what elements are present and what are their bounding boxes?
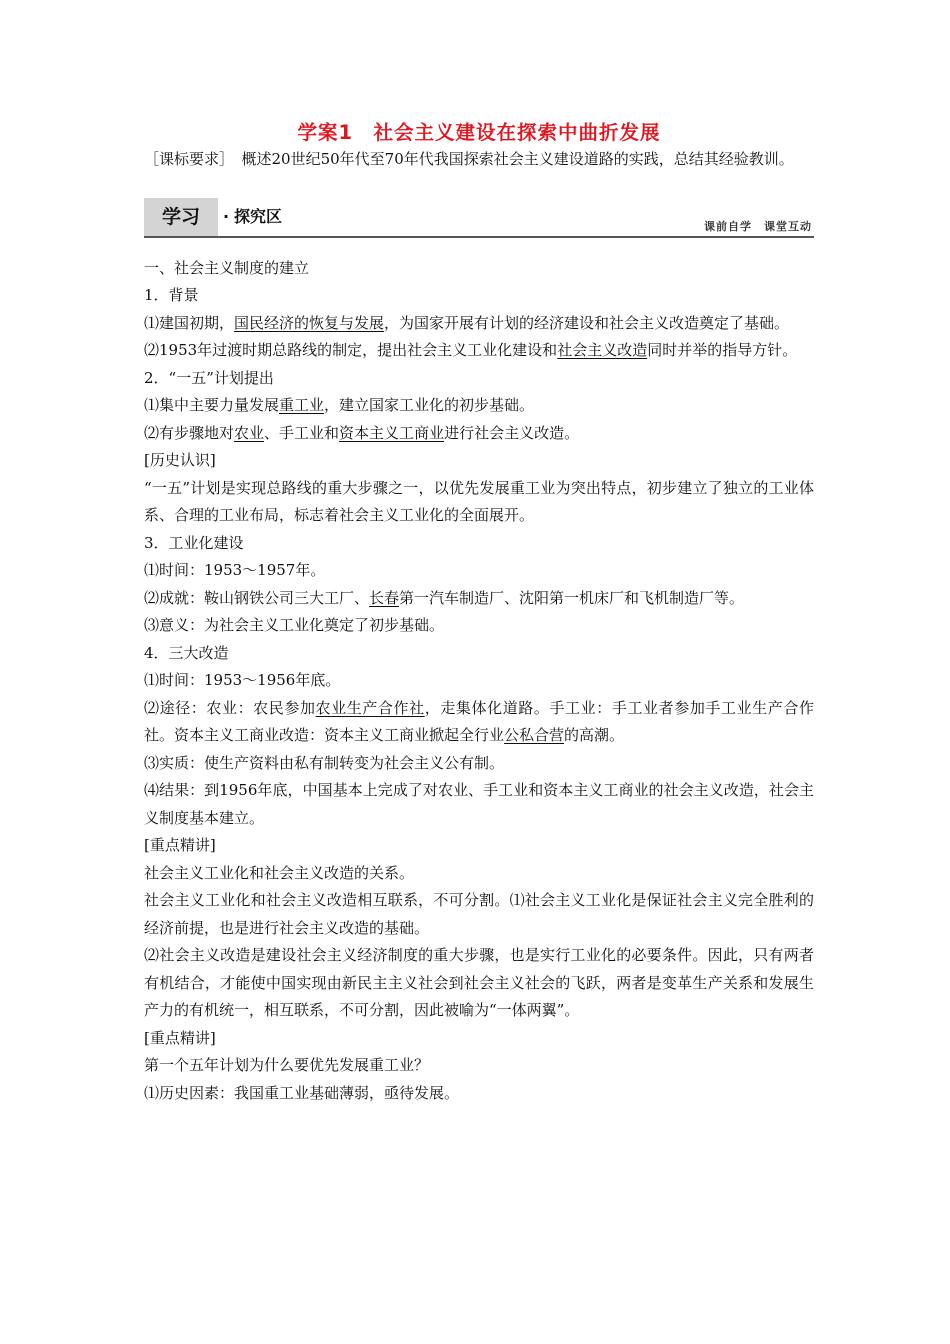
text-run: 、手工业和 xyxy=(264,423,340,442)
paragraph xyxy=(144,337,814,365)
banner-right-label: 课前自学 课堂互动 xyxy=(704,219,812,233)
underlined-term: 农业生产合作社 xyxy=(315,698,425,717)
paragraph xyxy=(144,585,814,613)
underlined-term: 资本主义工商业 xyxy=(339,423,445,442)
text-run: ⑴历史因素：我国重工业基础薄弱，亟待发展。 xyxy=(144,1083,460,1102)
paragraph xyxy=(144,530,814,558)
text-run: ⑴时间：1953～1957年。 xyxy=(144,561,326,579)
text-run: [重点精讲] xyxy=(144,1028,216,1047)
text-run: 3．工业化建设 xyxy=(144,533,244,552)
text-run: [历史认识] xyxy=(144,451,216,469)
underlined-term: 农业 xyxy=(234,423,265,442)
paragraph xyxy=(144,447,814,475)
text-run: ，为国家开展有计划的经济建设和社会主义改造奠定了基础。 xyxy=(384,313,790,332)
text-run: 第一个五年计划为什么要优先发展重工业？ xyxy=(144,1056,430,1074)
body-text xyxy=(144,255,814,1108)
text-run: ⑶意义：为社会主义工业化奠定了初步基础。 xyxy=(144,616,445,634)
text-run: ⑵成就：鞍山钢铁公司三大工厂、 xyxy=(144,588,370,607)
paragraph xyxy=(144,282,814,310)
text-run: ⑴时间：1953～1956年底。 xyxy=(144,671,341,689)
text-run: ⑴建国初期， xyxy=(144,313,235,332)
text-run: 的高潮。 xyxy=(564,726,625,744)
paragraph xyxy=(144,667,814,695)
banner-main: 学习 xyxy=(144,198,218,236)
paragraph xyxy=(144,942,814,1025)
paragraph xyxy=(144,1052,814,1080)
banner-sub: 探究区 xyxy=(234,206,283,226)
document-page xyxy=(144,118,814,1107)
text-run: 社会主义工业化和社会主义改造的关系。 xyxy=(144,863,415,882)
paragraph xyxy=(144,392,814,420)
section-banner xyxy=(144,198,814,238)
text-run: ⑵途径：农业：农民参加 xyxy=(144,698,316,717)
paragraph xyxy=(144,832,814,860)
text-run: [重点精讲] xyxy=(144,836,216,854)
paragraph xyxy=(144,612,814,640)
underlined-term: 重工业 xyxy=(279,396,325,414)
text-run: ⑶实质：使生产资料由私有制转变为社会主义公有制。 xyxy=(144,753,505,772)
text-run: 1．背景 xyxy=(144,286,199,304)
text-run: ，建立国家工业化的初步基础。 xyxy=(324,396,535,414)
paragraph xyxy=(144,777,814,832)
text-run: 同时并举的指导方针。 xyxy=(647,341,798,359)
paragraph xyxy=(144,640,814,668)
text-run: ⑴集中主要力量发展 xyxy=(144,396,280,414)
underlined-term: 社会主义改造 xyxy=(557,341,648,359)
lesson-title: 学案1 社会主义建设在探索中曲折发展 xyxy=(297,121,661,144)
text-run: ⑵有步骤地对 xyxy=(144,423,235,442)
underlined-term: 长春 xyxy=(369,588,400,607)
underlined-term: 国民经济的恢复与发展 xyxy=(234,313,385,332)
text-run: ，走集体化道路。手工业：手工业者参加手工业生产合作社。资本主义工商业改造：资本主义工商业掀起全行业 xyxy=(144,698,814,744)
paragraph xyxy=(144,557,814,585)
paragraph xyxy=(144,860,814,888)
paragraph xyxy=(144,695,814,750)
paragraph xyxy=(144,365,814,393)
text-run: 2．“一五”计划提出 xyxy=(144,368,274,387)
text-run: 进行社会主义改造。 xyxy=(444,423,580,442)
text-run: ⑵社会主义改造是建设社会主义经济制度的重大步骤，也是实行工业化的必要条件。因此，只有两者有机结合，才能使中国实现由新民主主义社会到社会主义社会的飞跃，两者是变革生产关系和发展生产力的有机统一，相互联系，不可分割，因此被喻为“一体两翼”。 xyxy=(144,946,814,1019)
paragraph xyxy=(144,310,814,338)
underlined-term: 公私合营 xyxy=(504,726,565,744)
text-run: 一、社会主义制度的建立 xyxy=(144,258,310,277)
text-run: 4．三大改造 xyxy=(144,643,229,662)
paragraph xyxy=(144,1025,814,1053)
paragraph xyxy=(144,887,814,942)
paragraph xyxy=(144,255,814,283)
text-run: ⑷结果：到1956年底，中国基本上完成了对农业、手工业和资本主义工商业的社会主义改造，社会主义制度基本建立。 xyxy=(144,781,814,827)
curriculum-requirement: ［课标要求］ 概述20世纪50年代至70年代我国探索社会主义建设道路的实践，总结其经验教训。 xyxy=(144,150,794,168)
banner-dot: · xyxy=(223,206,230,226)
text-run: 第一汽车制造厂、沈阳第一机床厂和飞机制造厂等。 xyxy=(399,588,745,607)
text-run: 社会主义工业化和社会主义改造相互联系，不可分割。⑴社会主义工业化是保证社会主义完全胜利的经济前提，也是进行社会主义改造的基础。 xyxy=(144,891,814,937)
paragraph xyxy=(144,475,814,530)
text-run: ⑵1953年过渡时期总路线的制定，提出社会主义工业化建设和 xyxy=(144,341,558,359)
paragraph xyxy=(144,420,814,448)
text-run: “一五”计划是实现总路线的重大步骤之一，以优先发展重工业为突出特点，初步建立了独立的工业体系、合理的工业布局，标志着社会主义工业化的全面展开。 xyxy=(144,478,814,524)
paragraph xyxy=(144,1080,814,1108)
paragraph xyxy=(144,750,814,778)
